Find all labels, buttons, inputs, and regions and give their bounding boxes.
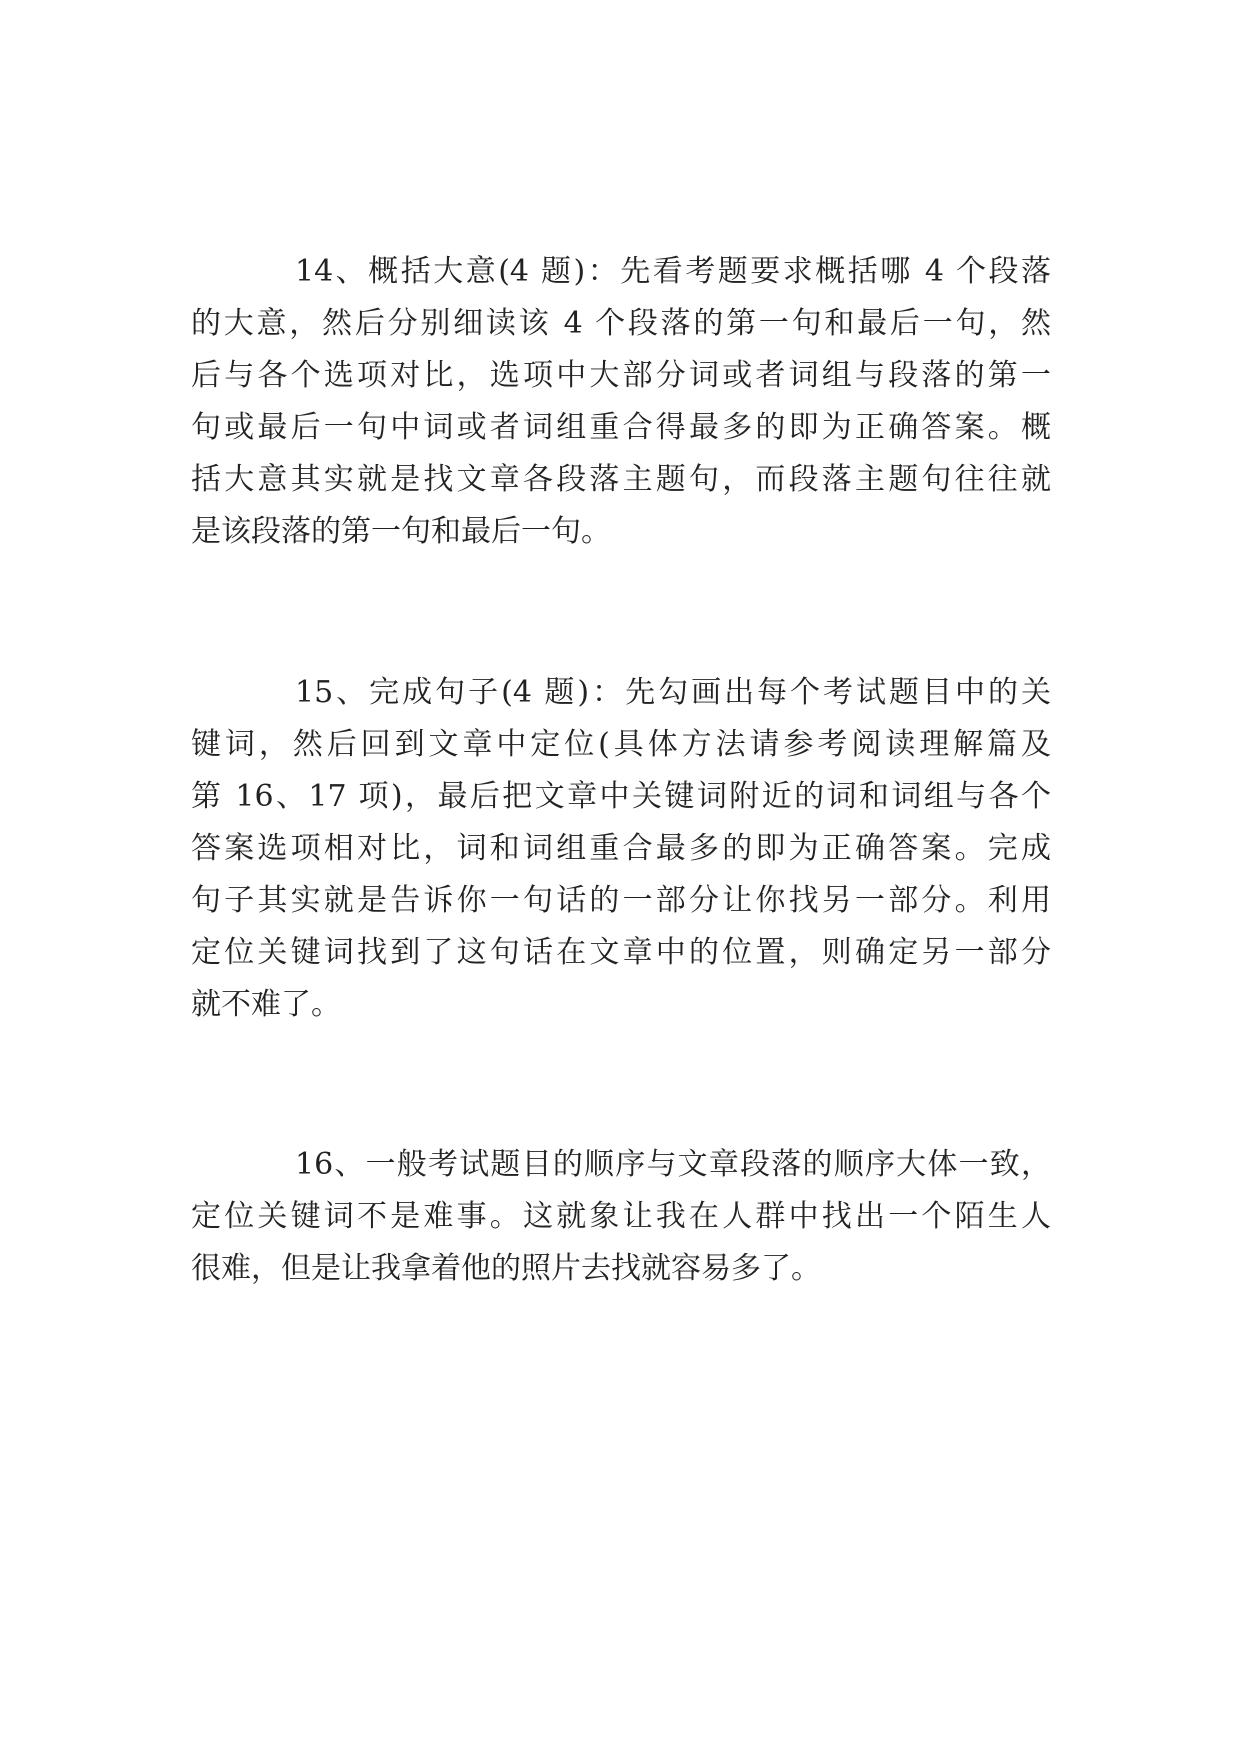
text-line: 15、完成句子(4 题)：先勾画出每个考试题目中的关 — [295, 675, 1051, 710]
text-line: 键词，然后回到文章中定位(具体方法请参考阅读理解篇及 — [191, 727, 1051, 762]
text-line: 是该段落的第一句和最后一句。 — [191, 514, 611, 549]
text-line: 后与各个选项对比，选项中大部分词或者词组与段落的第一 — [191, 358, 1051, 393]
text-line: 定位关键词找到了这句话在文章中的位置，则确定另一部分 — [191, 935, 1051, 970]
text-line: 很难，但是让我拿着他的照片去找就容易多了。 — [191, 1251, 821, 1286]
text-line: 第 16、17 项)，最后把文章中关键词附近的词和词组与各个 — [191, 779, 1051, 814]
text-line: 答案选项相对比，词和词组重合最多的即为正确答案。完成 — [191, 831, 1051, 866]
text-line: 定位关键词不是难事。这就象让我在人群中找出一个陌生人 — [191, 1199, 1051, 1234]
text-line: 16、一般考试题目的顺序与文章段落的顺序大体一致， — [295, 1147, 1051, 1182]
text-line: 14、概括大意(4 题)：先看考题要求概括哪 4 个段落 — [295, 254, 1051, 289]
text-line: 句子其实就是告诉你一句话的一部分让你找另一部分。利用 — [191, 883, 1051, 918]
text-line: 就不难了。 — [191, 987, 341, 1022]
text-line: 句或最后一句中词或者词组重合得最多的即为正确答案。概 — [191, 410, 1051, 445]
text-line: 括大意其实就是找文章各段落主题句，而段落主题句往往就 — [191, 462, 1051, 497]
text-line: 的大意，然后分别细读该 4 个段落的第一句和最后一句，然 — [191, 306, 1051, 341]
